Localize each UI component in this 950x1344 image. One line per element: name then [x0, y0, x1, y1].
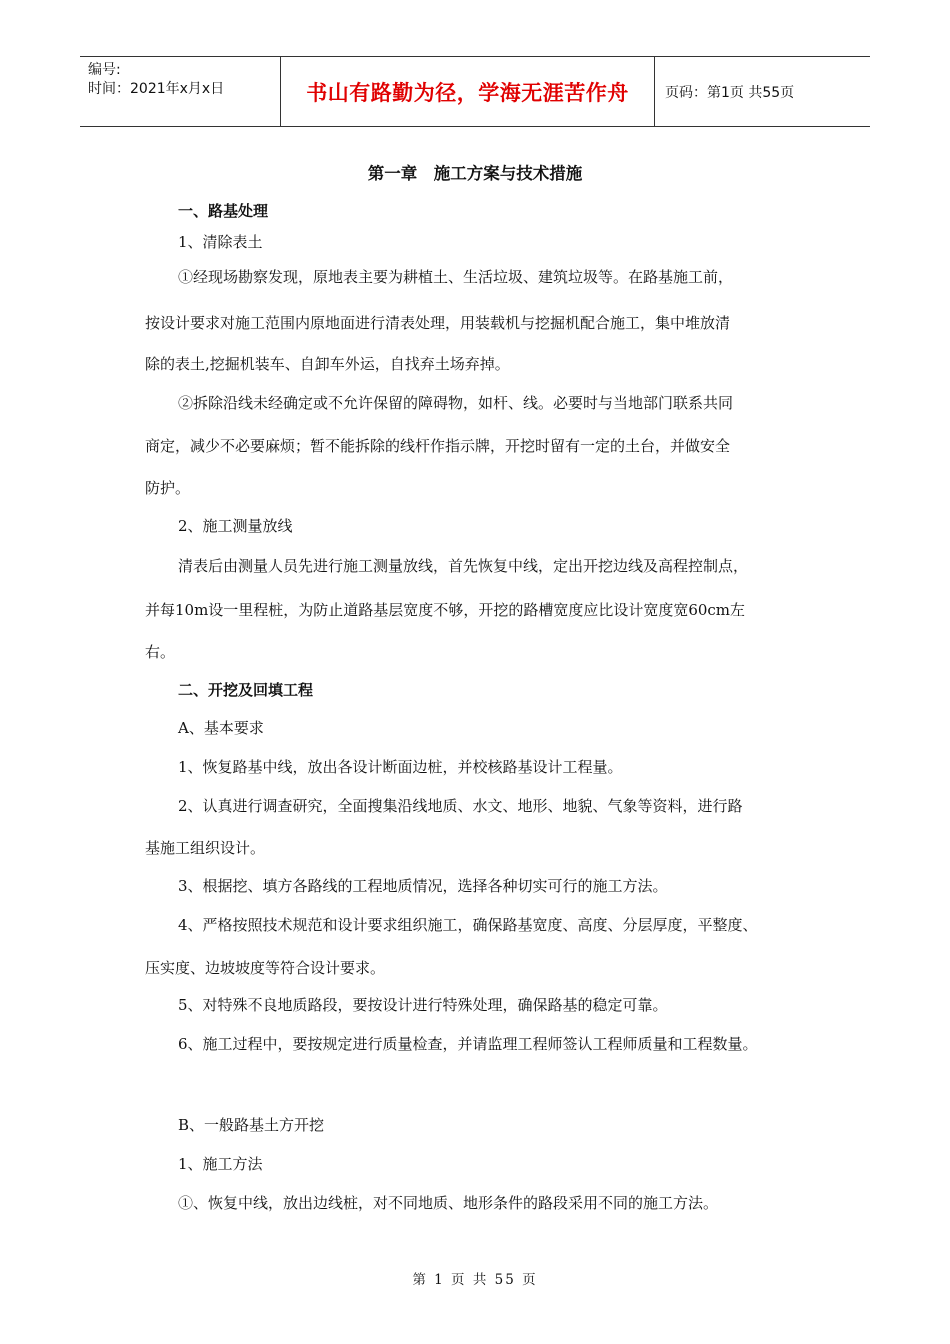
subsection-heading: 1、施工方法 — [178, 1155, 263, 1173]
paragraph-line: 并每10m设一里程桩，为防止道路基层宽度不够，开挖的路槽宽度应比设计宽度宽60cm左 — [145, 601, 746, 619]
list-item: 6、施工过程中，要按规定进行质量检查，并请监理工程师签认工程师质量和工程数量。 — [178, 1035, 758, 1053]
paragraph-line: 按设计要求对施工范围内原地面进行清表处理，用装载机与挖掘机配合施工，集中堆放清 — [145, 314, 731, 332]
list-item: 5、对特殊不良地质路段，要按设计进行特殊处理，确保路基的稳定可靠。 — [178, 996, 668, 1014]
paragraph-line: 基施工组织设计。 — [145, 839, 266, 857]
subsection-heading: A、基本要求 — [178, 719, 264, 737]
subsection-heading: 1、清除表土 — [178, 233, 263, 251]
subsection-heading: B、一般路基土方开挖 — [178, 1116, 325, 1134]
paragraph-line: 右。 — [145, 643, 176, 661]
document-header — [80, 56, 870, 127]
header-page-info: 页码：第1页 共55页 — [665, 84, 795, 101]
list-item: 3、根据挖、填方各路线的工程地质情况，选择各种切实可行的施工方法。 — [178, 877, 668, 895]
paragraph-line: ①经现场勘察发现，原地表主要为耕植土、生活垃圾、建筑垃圾等。在路基施工前， — [178, 268, 734, 286]
header-meta — [80, 57, 281, 126]
paragraph-line: 防护。 — [145, 479, 191, 497]
paragraph-line: 除的表土,挖掘机装车、自卸车外运，自找弃土场弃掉。 — [145, 355, 510, 373]
paragraph-line: 压实度、边坡坡度等符合设计要求。 — [145, 959, 386, 977]
paragraph-line: 商定，减少不必要麻烦；暂不能拆除的线杆作指示牌，开挖时留有一定的土台，并做安全 — [145, 437, 731, 455]
section-heading: 一、路基处理 — [178, 202, 269, 220]
section-heading: 二、开挖及回填工程 — [178, 681, 314, 699]
number-label: 编号: — [88, 62, 121, 78]
page-footer: 第 1 页 共 55 页 — [412, 1272, 538, 1288]
list-item: ①、恢复中线，放出边线桩，对不同地质、地形条件的路段采用不同的施工方法。 — [178, 1194, 719, 1212]
header-motto: 书山有路勤为径，学海无涯苦作舟 — [281, 57, 655, 126]
chapter-title: 第一章 施工方案与技术措施 — [367, 164, 583, 183]
paragraph-line: ②拆除沿线未经确定或不允许保留的障碍物，如杆、线。必要时与当地部门联系共同 — [178, 394, 734, 412]
time-label: 时间：2021年x月x日 — [88, 81, 225, 97]
list-item: 4、严格按照技术规范和设计要求组织施工，确保路基宽度、高度、分层厚度，平整度、 — [178, 916, 758, 934]
list-item: 2、认真进行调查研究，全面搜集沿线地质、水文、地形、地貌、气象等资料，进行路 — [178, 797, 743, 815]
list-item: 1、恢复路基中线，放出各设计断面边桩，并校核路基设计工程量。 — [178, 758, 623, 776]
subsection-heading: 2、施工测量放线 — [178, 517, 293, 535]
paragraph-line: 清表后由测量人员先进行施工测量放线，首先恢复中线，定出开挖边线及高程控制点， — [178, 557, 749, 575]
